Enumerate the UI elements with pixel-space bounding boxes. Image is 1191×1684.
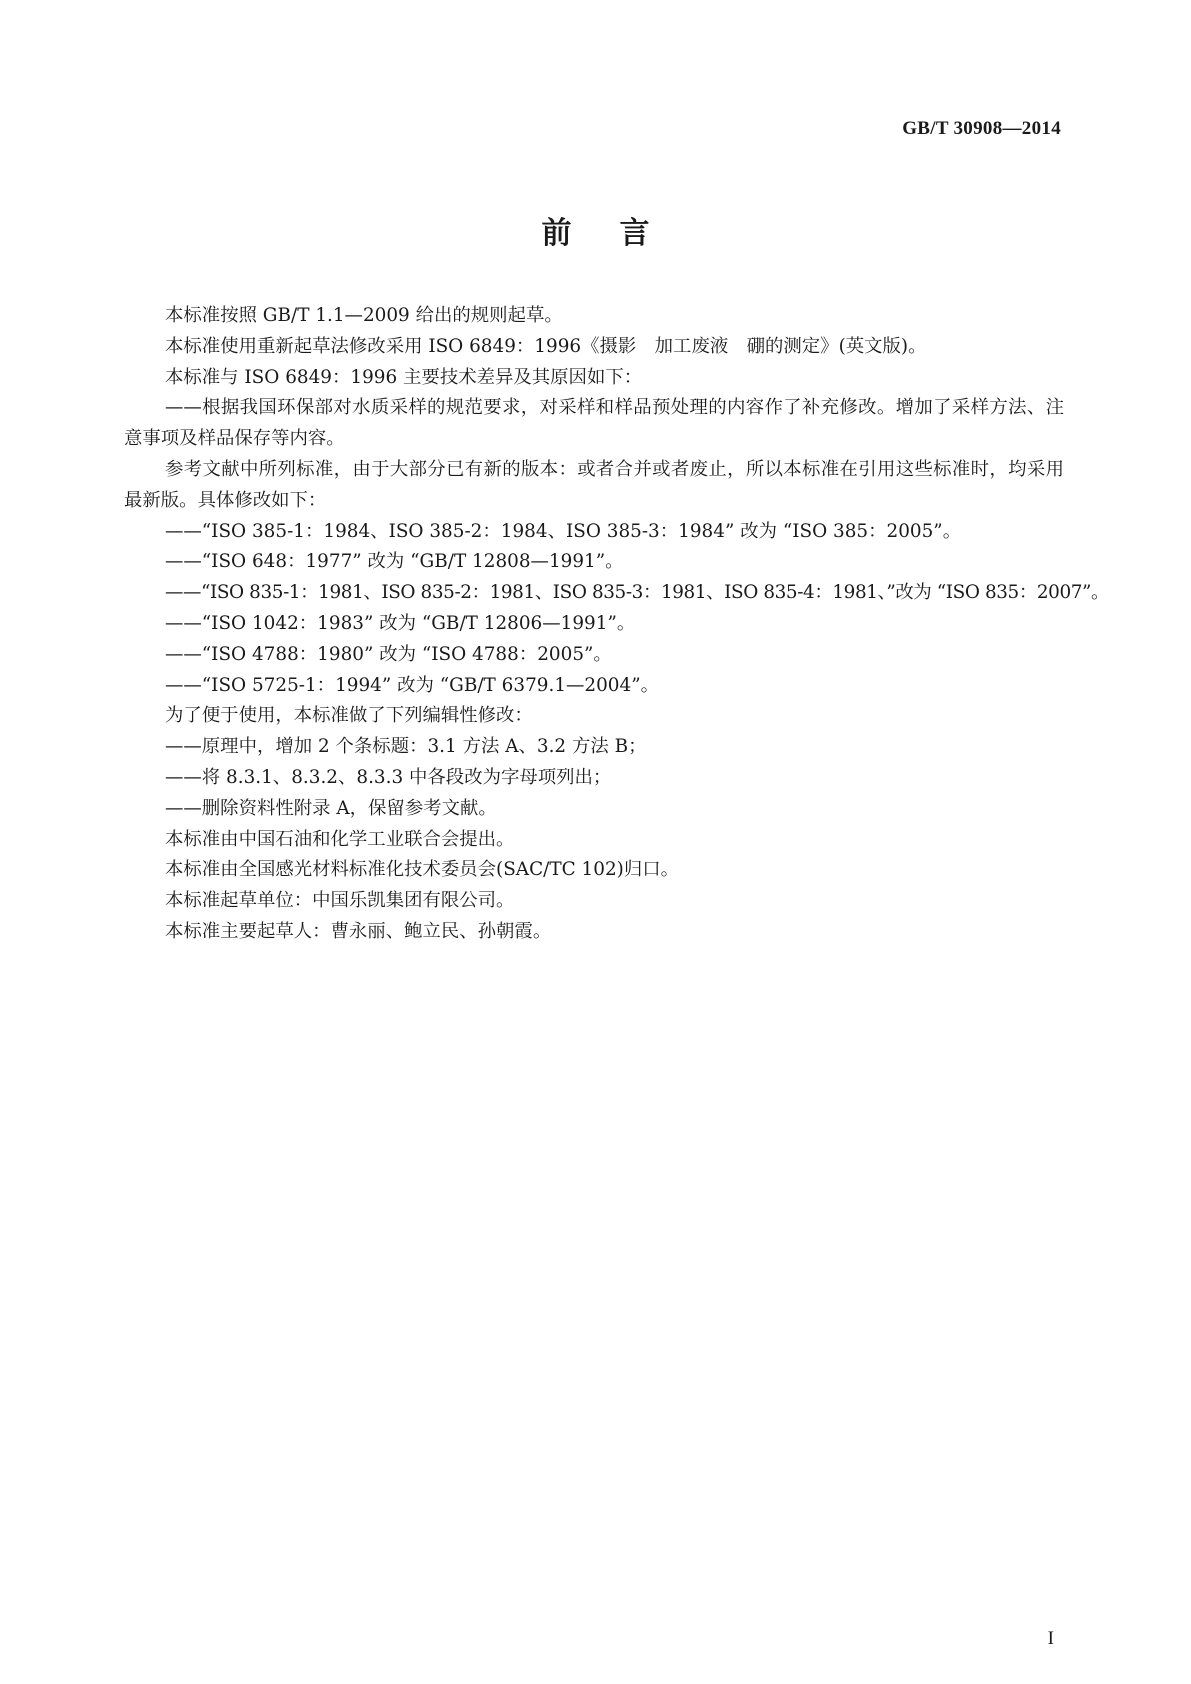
paragraph-editorial-changes: 为了便于使用，本标准做了下列编辑性修改： <box>165 705 533 727</box>
page-number: I <box>1047 1628 1054 1649</box>
paragraph-drafting-organization: 本标准起草单位：中国乐凯集团有限公司。 <box>165 890 515 912</box>
paragraph-proposed-by: 本标准由中国石油和化学工业联合会提出。 <box>165 828 515 850</box>
paragraph-drafting-rules: 本标准按照 GB/T 1.1—2009 给出的规则起草。 <box>165 305 563 326</box>
paragraph-administered-by: 本标准由全国感光材料标准化技术委员会(SAC/TC 102)归口。 <box>165 859 679 881</box>
paragraph-reference-updates: 参考文献中所列标准，由于大部分已有新的版本：或者合并或者废止，所以本标准在引用这些标准时，均采用最新版。具体修改如下： <box>124 458 1064 511</box>
list-item-iso648: ——“ISO 648：1977” 改为 “GB/T 12808—1991”。 <box>165 551 624 573</box>
list-item-iso5725: ——“ISO 5725-1：1994” 改为 “GB/T 6379.1—2004”。 <box>165 674 660 696</box>
list-item-sampling-change: ——根据我国环保部对水质采样的规范要求，对采样和样品预处理的内容作了补充修改。增加了采样方法、注意事项及样品保存等内容。 <box>124 397 1064 450</box>
list-item-iso1042: ——“ISO 1042：1983” 改为 “GB/T 12806—1991”。 <box>165 612 636 634</box>
list-item-annex-removal: ——删除资料性附录 A，保留参考文献。 <box>165 797 497 819</box>
list-item-iso835: ——“ISO 835-1：1981、ISO 835-2：1981、ISO 835-3：1981、ISO 835-4：1981、”改为 “ISO 835：2007”。 <box>165 582 1110 604</box>
document-body <box>124 301 1110 948</box>
page-title: 前言 <box>541 216 698 251</box>
list-item-iso385: ——“ISO 385-1：1984、ISO 385-2：1984、ISO 385-3：1984” 改为 “ISO 385：2005”。 <box>165 520 962 542</box>
paragraph-adoption-method: 本标准使用重新起草法修改采用 ISO 6849：1996《摄影 加工废液 硼的测定》(英文版)。 <box>165 335 927 357</box>
paragraph-technical-differences: 本标准与 ISO 6849：1996 主要技术差异及其原因如下： <box>165 366 643 388</box>
list-item-principle-headings: ——原理中，增加 2 个条标题：3.1 方法 A、3.2 方法 B； <box>165 736 647 758</box>
list-item-iso4788: ——“ISO 4788：1980” 改为 “ISO 4788：2005”。 <box>165 643 612 665</box>
paragraph-main-drafters: 本标准主要起草人：曹永丽、鲍立民、孙朝霞。 <box>165 920 552 942</box>
list-item-lettered-items: ——将 8.3.1、8.3.2、8.3.3 中各段改为字母项列出； <box>165 766 612 788</box>
standard-code: GB/T 30908—2014 <box>902 118 1061 139</box>
